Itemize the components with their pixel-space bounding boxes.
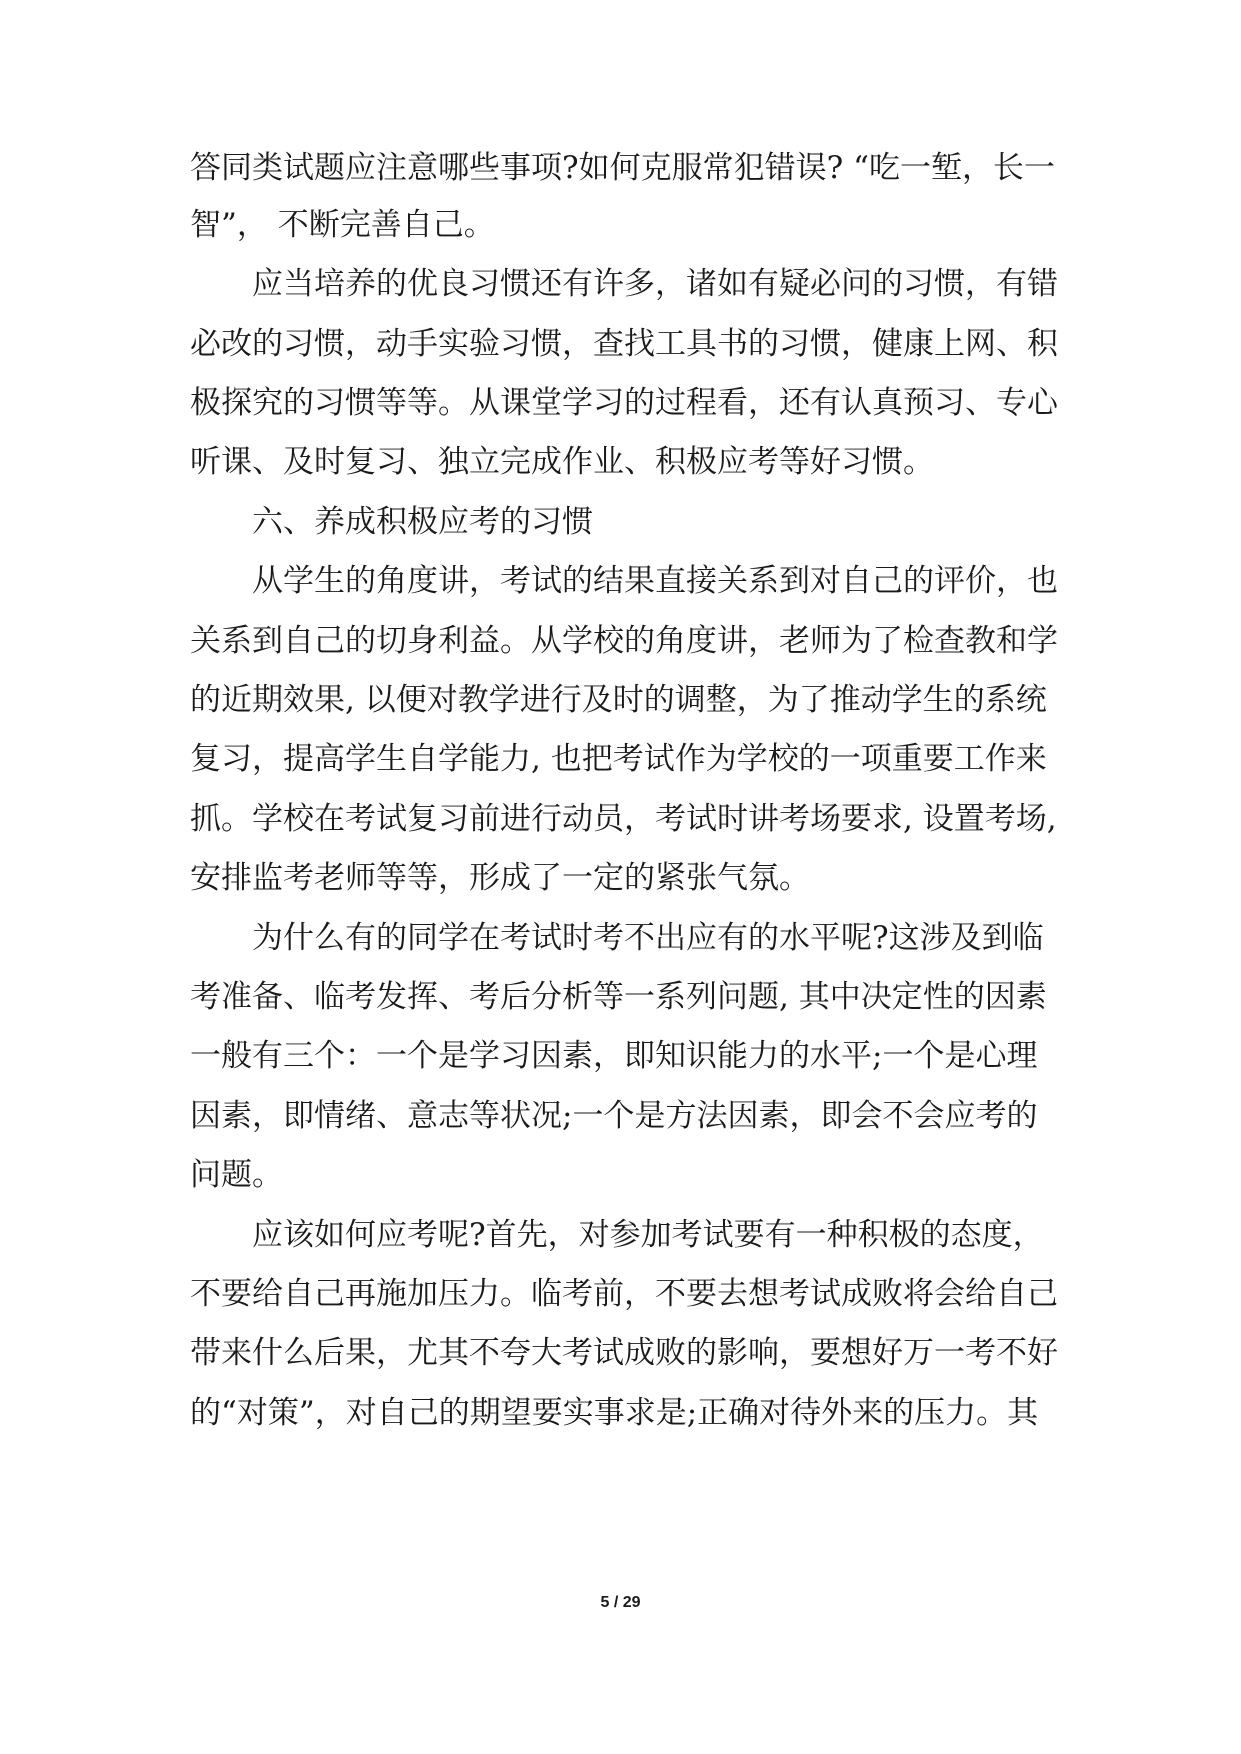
text-line: 应该如何应考呢?首先，对参加考试要有一种积极的态度， — [252, 1217, 1044, 1253]
text-line: 不要给自己再施加压力。临考前，不要去想考试成败将会给自己 — [190, 1276, 1058, 1312]
text-line: 考准备、临考发挥、考后分析等一系列问题, 其中决定性的因素 — [190, 979, 1047, 1015]
text-line: 因素，即情绪、意志等状况;一个是方法因素，即会不会应考的 — [190, 1098, 1038, 1134]
text-line: 复习，提高学生自学能力, 也把考试作为学校的一项重要工作来 — [190, 741, 1047, 777]
text-line: 必改的习惯，动手实验习惯，查找工具书的习惯，健康上网、积 — [190, 326, 1058, 362]
text-line: 安排监考老师等等，形成了一定的紧张气氛。 — [190, 860, 810, 896]
text-line: 智”， 不断完善自己。 — [190, 207, 495, 243]
text-line: 抓。学校在考试复习前进行动员，考试时讲考场要求, 设置考场, — [190, 801, 1057, 837]
page-number: 5 / 29 — [600, 1594, 641, 1611]
text-line: 极探究的习惯等等。从课堂学习的过程看，还有认真预习、专心 — [190, 385, 1058, 421]
section-heading: 六、养成积极应考的习惯 — [252, 504, 593, 540]
text-line: 从学生的角度讲，考试的结果直接关系到对自己的评价，也 — [252, 563, 1058, 599]
text-line: 应当培养的优良习惯还有许多，诸如有疑必问的习惯，有错 — [252, 266, 1058, 302]
text-line: 听课、及时复习、独立完成作业、积极应考等好习惯。 — [190, 444, 934, 480]
text-line: 为什么有的同学在考试时考不出应有的水平呢?这涉及到临 — [252, 920, 1044, 956]
text-line: 带来什么后果，尤其不夸大考试成败的影响，要想好万一考不好 — [190, 1335, 1058, 1371]
text-line: 的近期效果, 以便对教学进行及时的调整，为了推动学生的系统 — [190, 682, 1047, 718]
text-line: 关系到自己的切身利益。从学校的角度讲，老师为了检查教和学 — [190, 623, 1058, 659]
text-line: 答同类试题应注意哪些事项?如何克服常犯错误? “吃一堑，长一 — [190, 150, 1055, 186]
text-line: 问题。 — [190, 1157, 283, 1193]
text-line: 一般有三个：一个是学习因素，即知识能力的水平;一个是心理 — [190, 1038, 1038, 1074]
text-line: 的“对策”，对自己的期望要实事求是;正确对待外来的压力。其 — [190, 1395, 1039, 1431]
